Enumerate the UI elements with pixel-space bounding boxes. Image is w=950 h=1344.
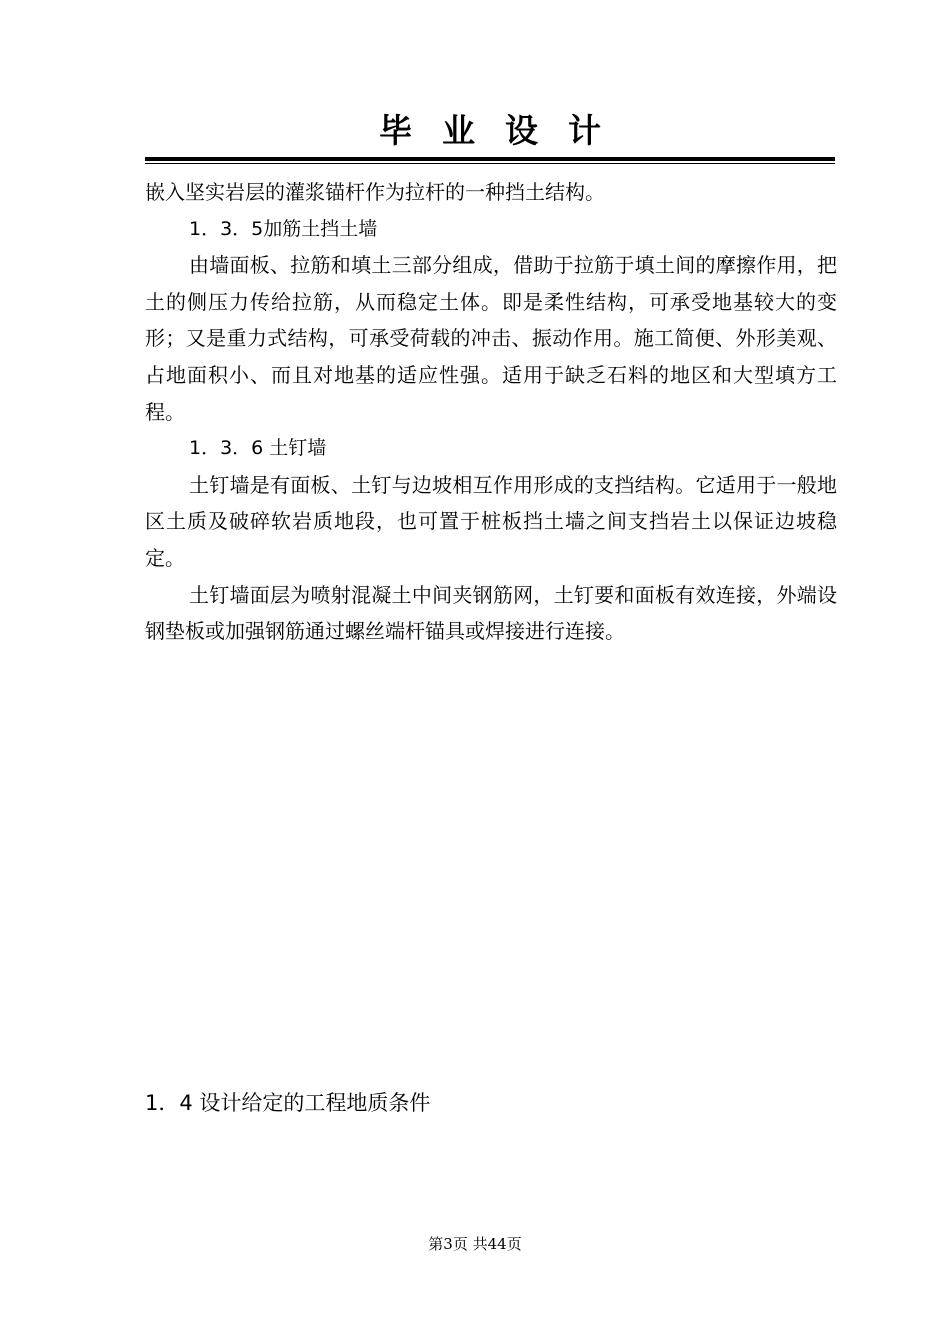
- subsection-heading-1-3-6: 1．3．6 土钉墙: [189, 437, 327, 460]
- paragraph-reinforced-soil-wall: 由墙面板、拉筋和填土三部分组成，借助于拉筋于填土间的摩擦作用，把土的侧压力传给拉筋，从而稳定土体。即是柔性结构，可承受地基较大的变形；又是重力式结构，可承受荷载的冲击、振动作用。施工简便、外形美观、占地面积小、而且对地基的适应性强。适用于缺乏石料的地区和大型填方工程。: [145, 253, 837, 424]
- paragraph-continuation: 嵌入坚实岩层的灌浆锚杆作为拉杆的一种挡土结构。: [145, 180, 605, 204]
- header-rule-thick: [145, 157, 835, 161]
- header-rule-thin: [145, 163, 835, 164]
- header-title: 毕业设计: [379, 111, 631, 150]
- paragraph-soil-nail-wall-definition: 土钉墙是有面板、土钉与边坡相互作用形成的支挡结构。它适用于一般地区土质及破碎软岩质地段，也可置于桩板挡土墙之间支挡岩土以保证边坡稳定。: [145, 472, 837, 570]
- page-footer: 第3页 共44页: [428, 1235, 522, 1253]
- subsection-heading-1-3-5: 1．3．5加筋土挡土墙: [189, 217, 378, 240]
- body-text: [145, 174, 837, 650]
- section-heading-1-4: 1．4 设计给定的工程地质条件: [145, 1091, 431, 1115]
- paragraph-soil-nail-wall-facing: 土钉墙面层为喷射混凝土中间夹钢筋网，土钉要和面板有效连接，外端设钢垫板或加强钢筋通过螺丝端杆锚具或焊接进行连接。: [145, 582, 837, 644]
